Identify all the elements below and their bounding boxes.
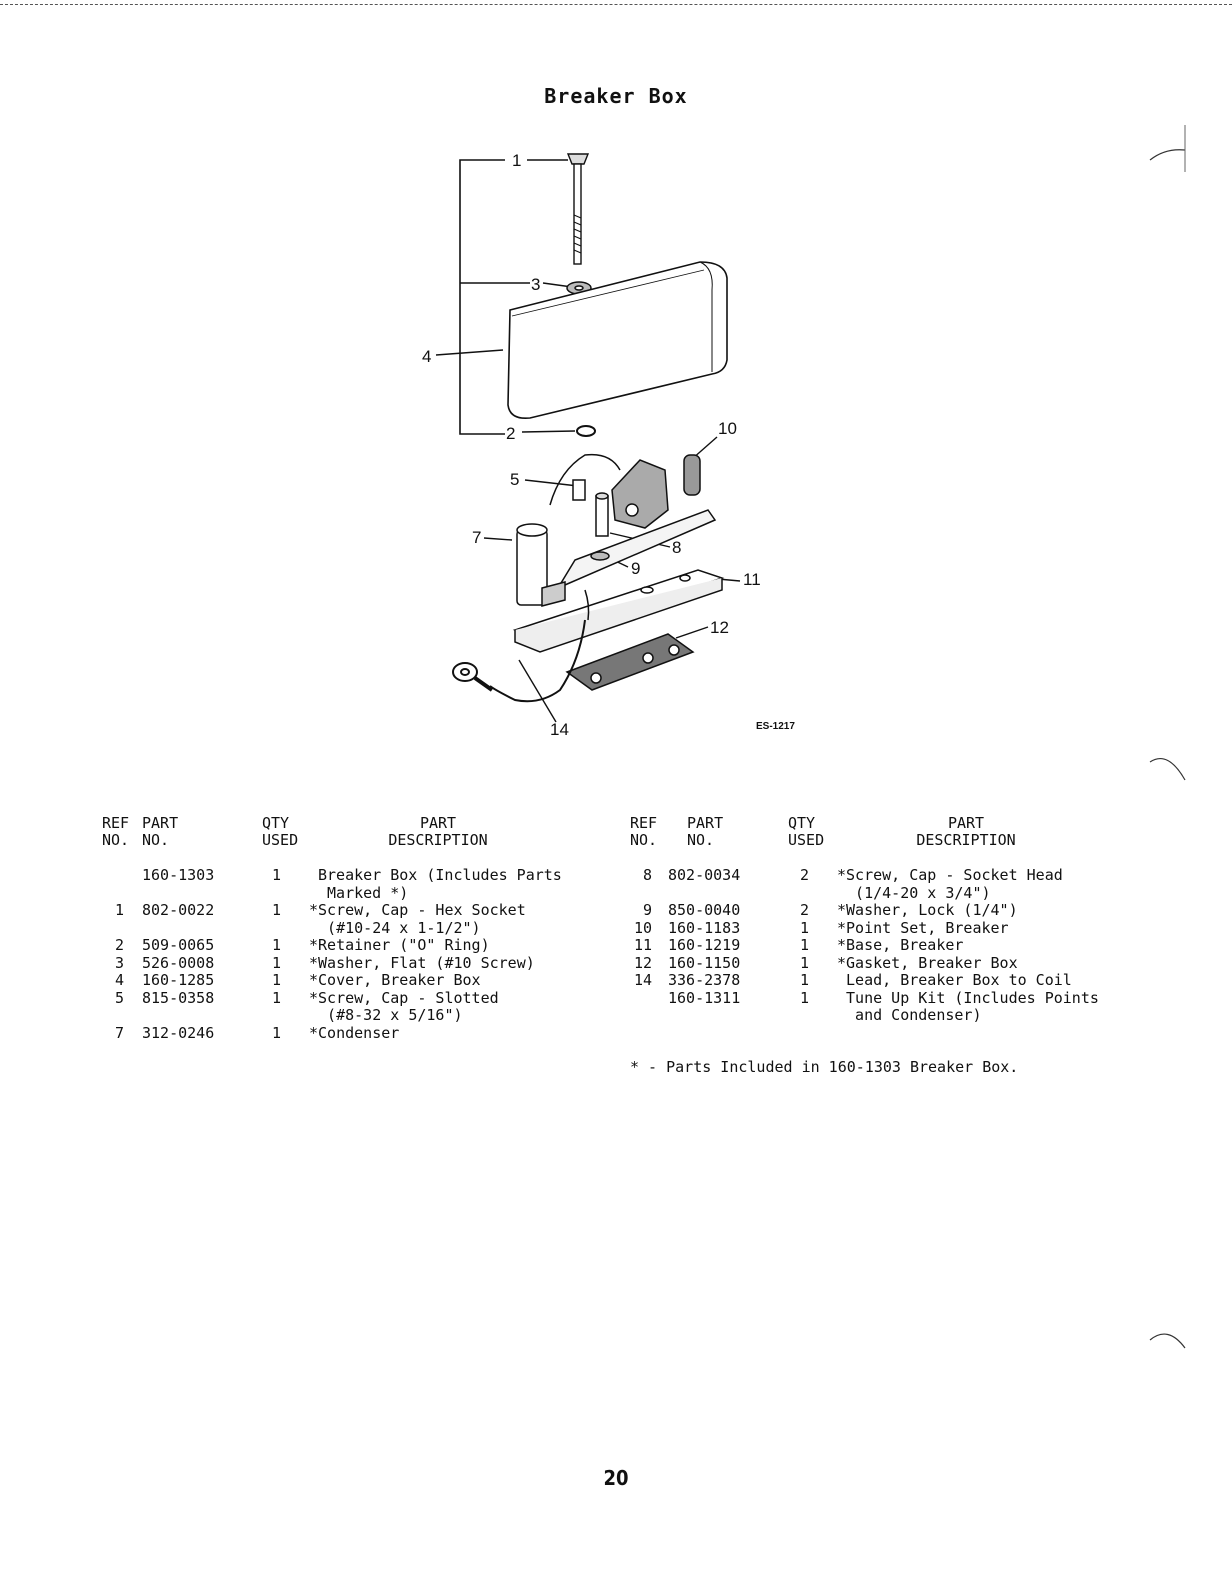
description-header: PART DESCRIPTION	[916, 814, 1016, 849]
breaker-box-cover-part	[508, 262, 727, 418]
callout-2: 2	[506, 424, 516, 443]
gasket-part	[567, 634, 693, 690]
drawing-code: ES-1217	[756, 721, 795, 732]
table-header	[102, 815, 602, 851]
callout-10: 10	[718, 419, 737, 438]
part-no-header: PART NO.	[142, 814, 179, 849]
callout-9: 9	[631, 559, 641, 578]
ref-no-header: REF NO.	[102, 814, 130, 849]
qty-used-header: QTY USED	[262, 814, 299, 849]
callout-11: 11	[743, 570, 761, 589]
callout-14: 14	[550, 720, 569, 739]
page-title: Breaker Box	[544, 84, 688, 108]
breaker-box-exploded-diagram	[400, 140, 800, 750]
scan-top-border	[0, 4, 1232, 5]
breaker-assembly-part	[515, 455, 722, 652]
callout-4: 4	[422, 347, 432, 366]
o-ring-part	[577, 426, 595, 436]
cap-screw-part	[568, 154, 588, 264]
parts-table-right: REF NO. PART NO. QTY USED PART DESCRIPTION 8 802-0034 2 *Screw, Cap - Socket Head (1/4-20 x 3/4") 9 850-0040 2 *Washer, Lock (1/4") 10 160-1183 1 *Point Set, Breaker 11 160-1219 1 *Base, Breaker 12 160-1150 1 *Gasket, Breaker Box 14 336-2378 1 Lead, Breaker Box to Coil 160-1311 1 Tune Up Kit (Includes Points and Condenser)	[630, 815, 1130, 851]
page-number: 20	[603, 1466, 629, 1490]
callout-7: 7	[472, 528, 482, 547]
footnote: * - Parts Included in 160-1303 Breaker Box.	[630, 1058, 1019, 1076]
callout-1: 1	[512, 151, 522, 170]
description-header: PART DESCRIPTION	[388, 814, 488, 849]
margin-scan-artifacts	[1140, 110, 1232, 1410]
table-header	[630, 815, 1130, 851]
qty-used-header: QTY USED	[788, 814, 825, 849]
leader-lines	[436, 160, 740, 722]
ref-no-header: REF NO.	[630, 814, 658, 849]
callout-labels	[422, 151, 761, 739]
part-no-header: PART NO.	[687, 814, 724, 849]
callout-5: 5	[510, 470, 520, 489]
callout-8: 8	[672, 538, 682, 557]
callout-3: 3	[531, 275, 541, 294]
callout-12: 12	[710, 618, 729, 637]
parts-table-left: REF NO. PART NO. QTY USED PART DESCRIPTION 160-1303 1 Breaker Box (Includes Parts Marked *) 1 802-0022 1 *Screw, Cap - Hex Socket (#10-24 x 1-1/2") 2 509-0065 1 *Retainer ("O" Ring) 3 526-0008 1 *Washer, Flat (#10 Screw) 4 160-1285 1 *Cover, Breaker Box 5 815-0358 1 *Screw, Cap - Slotted (#8-32 x 5/16") 7 312-0246 1 *Condenser	[102, 815, 602, 851]
